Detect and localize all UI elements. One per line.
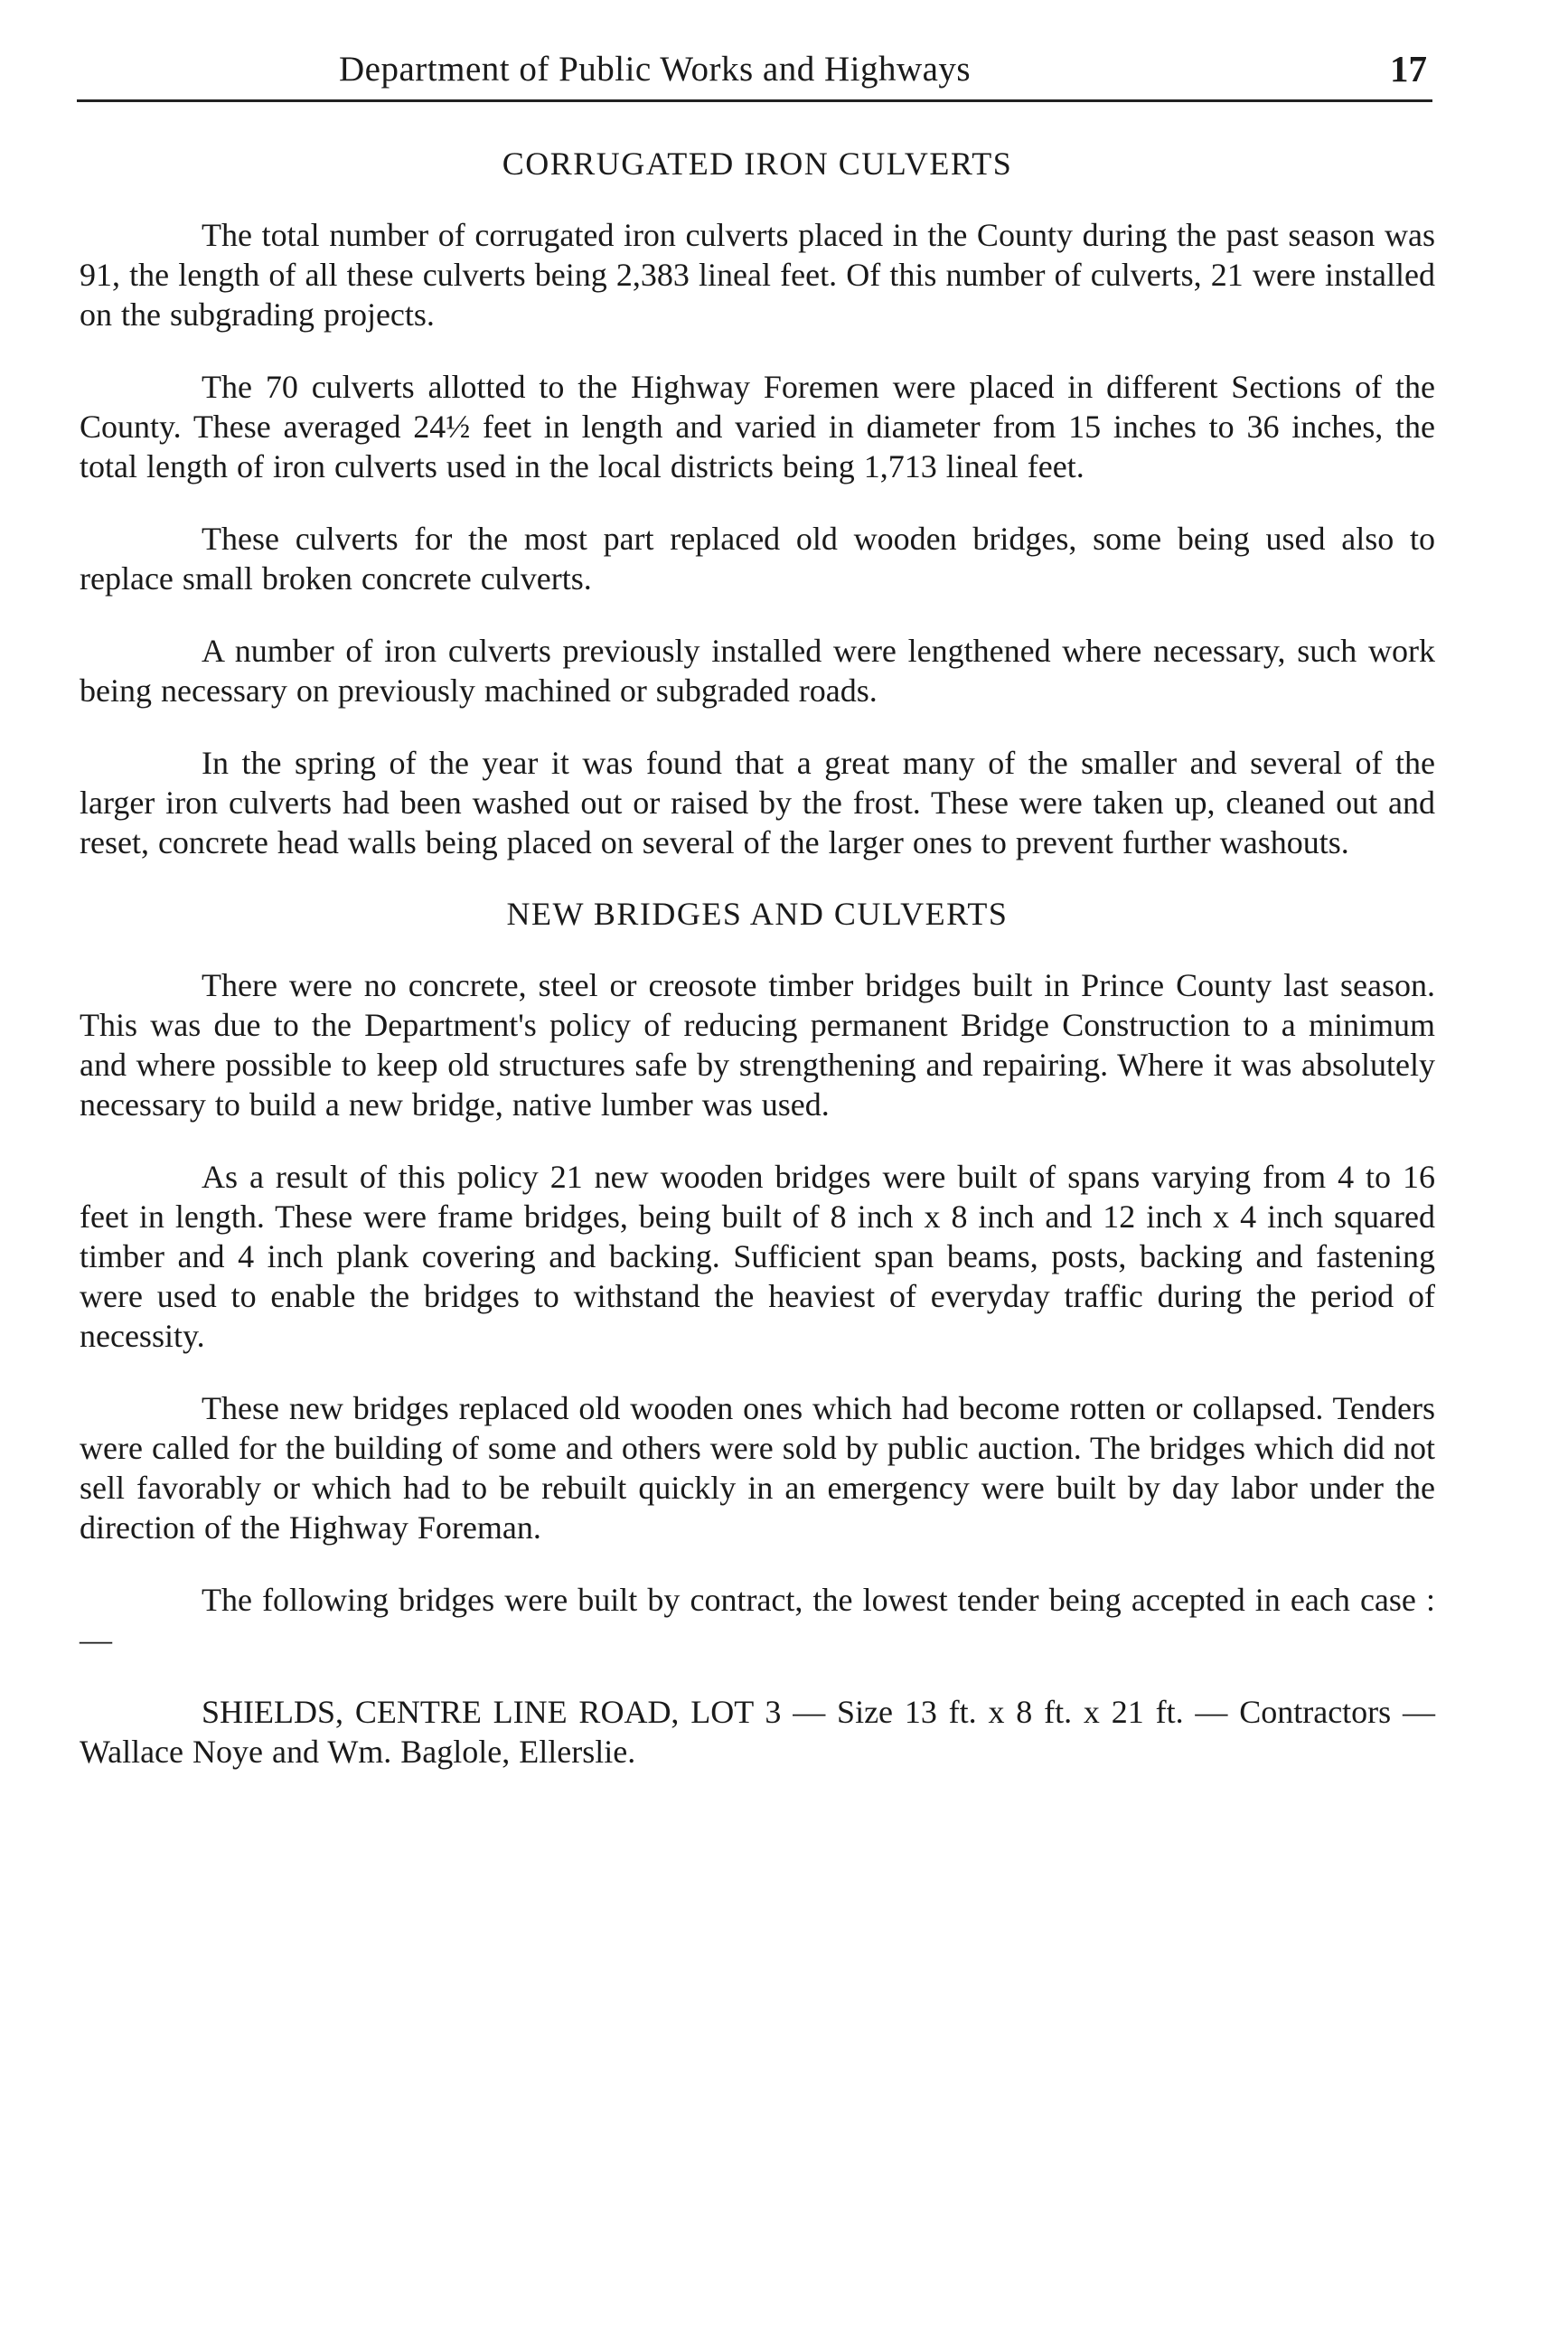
paragraph: There were no concrete, steel or creosote timber bridges built in Prince County last season. This was due to the Department's policy of reducing permanent Bridge Construction to a minimum and where possible to keep old structures safe by strengthening and repairing. Where it was absolutely necessary to build a new bridge, native lumber was used. <box>80 967 1435 1123</box>
section-heading-corrugated-iron-culverts: CORRUGATED IRON CULVERTS <box>502 146 1013 182</box>
paragraph: These culverts for the most part replaced old wooden bridges, some being used also to replace small broken concrete culverts. <box>80 521 1435 597</box>
paragraph: The following bridges were built by contract, the lowest tender being accepted in each case :— <box>80 1582 1435 1658</box>
section-heading-new-bridges-and-culverts: NEW BRIDGES AND CULVERTS <box>506 896 1009 932</box>
paragraph: The total number of corrugated iron culverts placed in the County during the past season was 91, the length of all these culverts being 2,383 lineal feet. Of this number of culverts, 21 were installed on the subgrading projects. <box>80 217 1435 333</box>
running-title: Department of Public Works and Highways <box>339 50 972 89</box>
paragraph-contract-entry: SHIELDS, CENTRE LINE ROAD, LOT 3 — Size 13 ft. x 8 ft. x 21 ft. — Contractors — Wallace Noye and Wm. Baglole, Ellerslie. <box>80 1694 1435 1770</box>
paragraph: A number of iron culverts previously installed were lengthened where necessary, such work being necessary on previously machined or subgraded roads. <box>80 633 1435 709</box>
page-body <box>80 145 1435 1772</box>
paragraph: The 70 culverts allotted to the Highway Foremen were placed in different Sections of the County. These averaged 24½ feet in length and varied in diameter from 15 inches to 36 inches, the total length of iron culverts used in the local districts being 1,713 lineal feet. <box>80 369 1435 484</box>
paragraph: These new bridges replaced old wooden ones which had become rotten or collapsed. Tenders were called for the building of some and others were sold by public auction. The bridges which did not sell favorably or which had to be rebuilt quickly in an emergency were built by day labor under the direction of the Highway Foreman. <box>80 1390 1435 1546</box>
paragraph: In the spring of the year it was found that a great many of the smaller and several of the larger iron culverts had been washed out or raised by the frost. These were taken up, cleaned out and reset, concrete head walls being placed on several of the larger ones to prevent further washouts. <box>80 745 1435 860</box>
page-number: 17 <box>1390 48 1427 89</box>
paragraph: As a result of this policy 21 new wooden bridges were built of spans varying from 4 to 16 feet in length. These were frame bridges, being built of 8 inch x 8 inch and 12 inch x 4 inch squared timber and 4 inch plank covering and backing. Sufficient span beams, posts, backing and fastening were used to enable the bridges to withstand the heaviest of everyday traffic during the period of necessity. <box>80 1159 1435 1354</box>
running-header <box>77 45 1432 102</box>
